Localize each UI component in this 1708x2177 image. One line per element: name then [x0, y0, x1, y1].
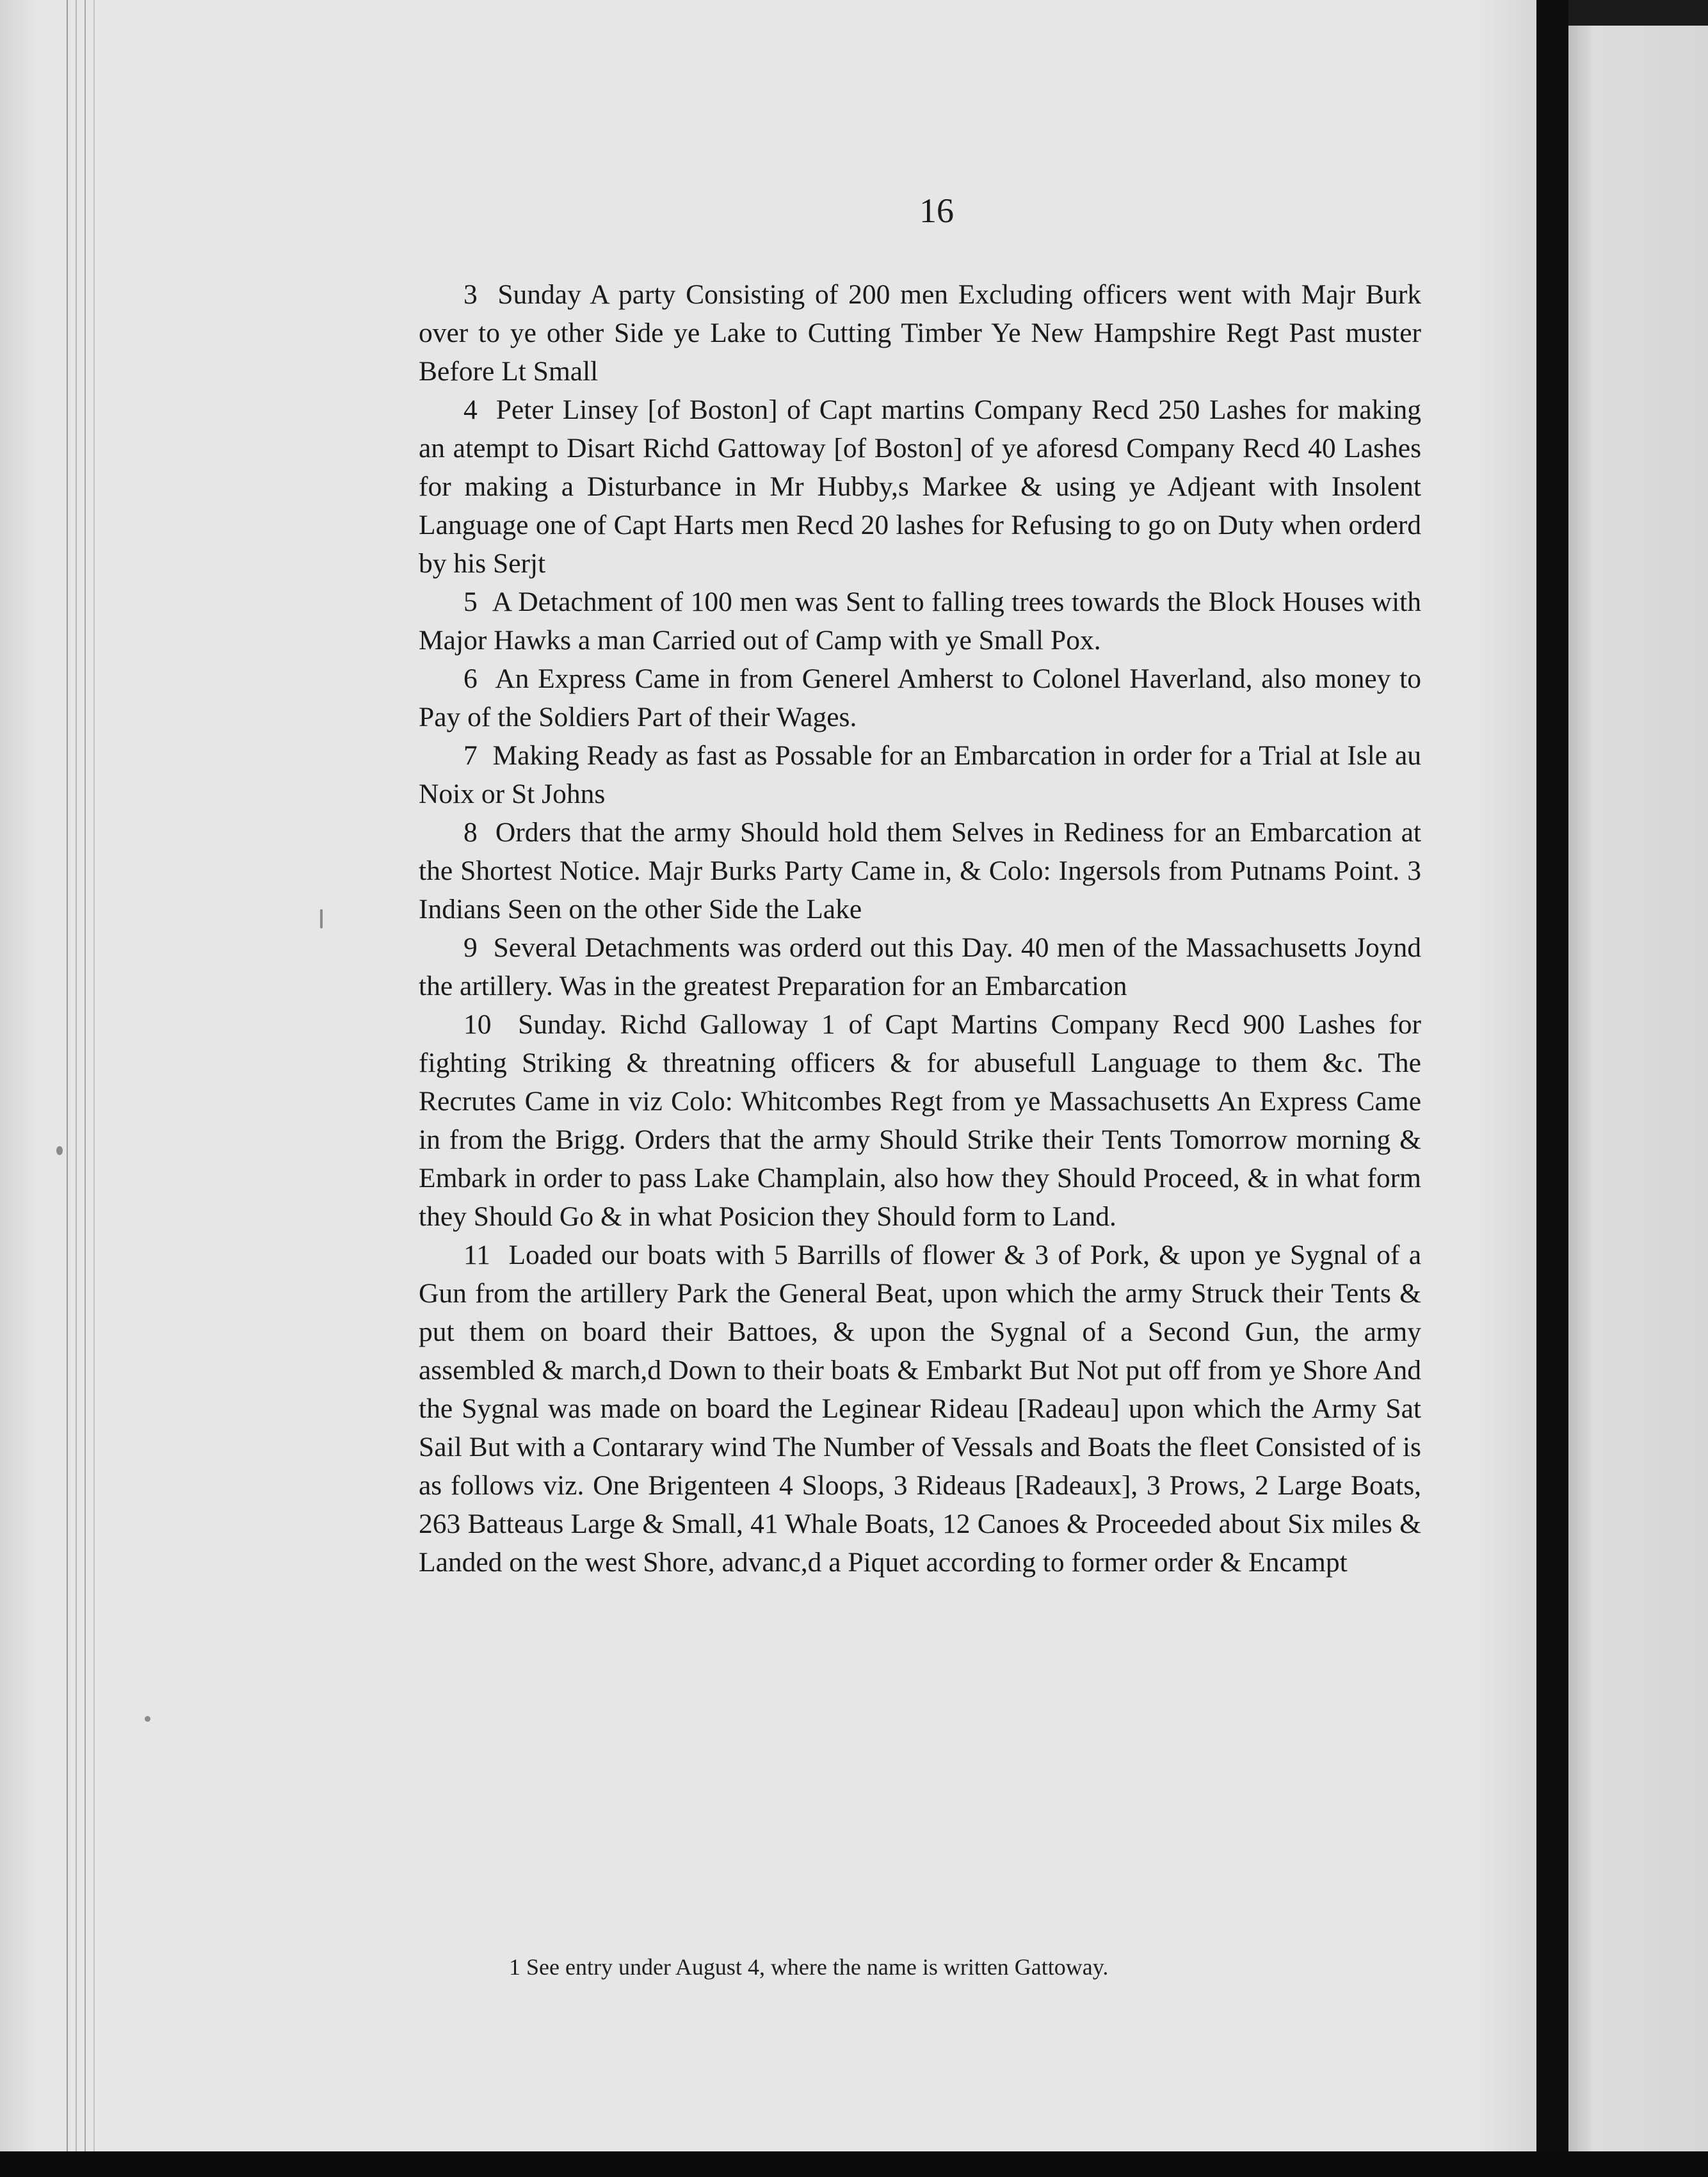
- entry-day: 4: [463, 394, 478, 425]
- journal-entry: [419, 1236, 1421, 1582]
- entry-text: Several Detachments was orderd out this Day. 40 men of the Massachusetts Joynd the artillery. Was in the greatest Preparation for an Embarcation: [419, 932, 1422, 1001]
- entry-day: 7: [463, 740, 478, 771]
- entry-day: 10: [463, 1009, 492, 1040]
- entry-day: 9: [463, 932, 478, 963]
- entry-text: Orders that the army Should hold them Selves in Rediness for an Embarcation at the Shortest Notice. Majr Burks Party Came in, & Colo: Ingersols from Putnams Point. 3 Indians Seen on the other Side the Lake: [419, 817, 1422, 925]
- entry-text: Sunday A party Consisting of 200 men Excluding officers went with Majr Burk over to ye other Side ye Lake to Cutting Timber Ye New Hampshire Regt Past muster Before Lt Small: [419, 279, 1421, 387]
- binding-line: [76, 0, 77, 2151]
- binding-line: [93, 0, 95, 2151]
- entry-day: 5: [463, 587, 478, 617]
- entry-text: Loaded our boats with 5 Barrills of flower & 3 of Pork, & upon ye Sygnal of a Gun from the artillery Park the General Beat, upon which the army Struck their Tents & put them on board their Battoes, & upon the Sygnal of a Second Gun, the army assembled & march,d Down to their boats & Embarkt But Not put off from ye Shore And the Sygnal was made on board the Leginear Rideau [Radeau] upon which the Army Sat Sail But with a Contarary wind The Number of Vessals and Boats the fleet Consisted of is as follows viz. One Brigenteen 4 Sloops, 3 Rideaus [Radeaux], 3 Prows, 2 Large Boats, 263 Batteaus Large & Small, 41 Whale Boats, 12 Canoes & Proceeded about Six miles & Landed on the west Shore, advanc,d a Piquet according to former order & Encampt: [419, 1240, 1421, 1578]
- entry-text: An Express Came in from Generel Amherst to Colonel Haverland, also money to Pay of the Soldiers Part of their Wages.: [419, 663, 1421, 732]
- scan-border: [0, 2151, 1708, 2177]
- journal-entry: [419, 928, 1421, 1005]
- entry-text: Making Ready as fast as Possable for an Embarcation in order for a Trial at Isle au Noix or St Johns: [419, 740, 1421, 809]
- entry-text: Sunday. Richd Galloway 1 of Capt Martins Company Recd 900 Lashes for fighting Striking & threatning officers & for abusefull Language to them &c. The Recrutes Came in viz Colo: Whitcombes Regt from ye Massachusetts An Express Came in from the Brigg. Orders that the army Should Strike their Tents Tomorrow morning & Embark in order to pass Lake Champlain, also how they Should Proceed, & in what form they Should Go & in what Posicion they Should form to Land.: [419, 1009, 1421, 1232]
- speck-mark: [145, 1716, 150, 1722]
- gutter-shadow: [1536, 0, 1568, 2177]
- journal-text: [419, 275, 1421, 1582]
- entry-day: 6: [463, 663, 478, 694]
- adjacent-page-edge: [1568, 26, 1708, 2151]
- entry-text: Peter Linsey [of Boston] of Capt martins Company Recd 250 Lashes for making an atempt to Disart Richd Gattoway [of Boston] of ye aforesd Company Recd 40 Lashes for making a Disturbance in Mr Hubby,s Markee & using ye Adjeant with Insolent Language one of Capt Harts men Recd 20 lashes for Refusing to go on Duty when orderd by his Serjt: [419, 394, 1421, 579]
- entry-day: 8: [463, 817, 478, 848]
- binding-line: [67, 0, 68, 2151]
- speck-mark: [320, 909, 323, 928]
- journal-entry: [419, 813, 1421, 928]
- entry-day: 3: [463, 279, 478, 310]
- entry-day: 11: [463, 1240, 490, 1270]
- journal-entry: [419, 583, 1421, 660]
- journal-entry: [419, 660, 1421, 736]
- entry-text: A Detachment of 100 men was Sent to falling trees towards the Block Houses with Major Hawks a man Carried out of Camp with ye Small Pox.: [419, 587, 1422, 656]
- page-number: 16: [919, 191, 954, 230]
- speck-mark: [56, 1146, 63, 1155]
- binding-line: [85, 0, 86, 2151]
- journal-entry: [419, 391, 1421, 583]
- journal-entry: [419, 275, 1421, 391]
- journal-entry: [419, 736, 1421, 813]
- footnote: 1 See entry under August 4, where the name is written Gattoway.: [509, 1954, 1109, 1980]
- journal-entry: [419, 1005, 1421, 1236]
